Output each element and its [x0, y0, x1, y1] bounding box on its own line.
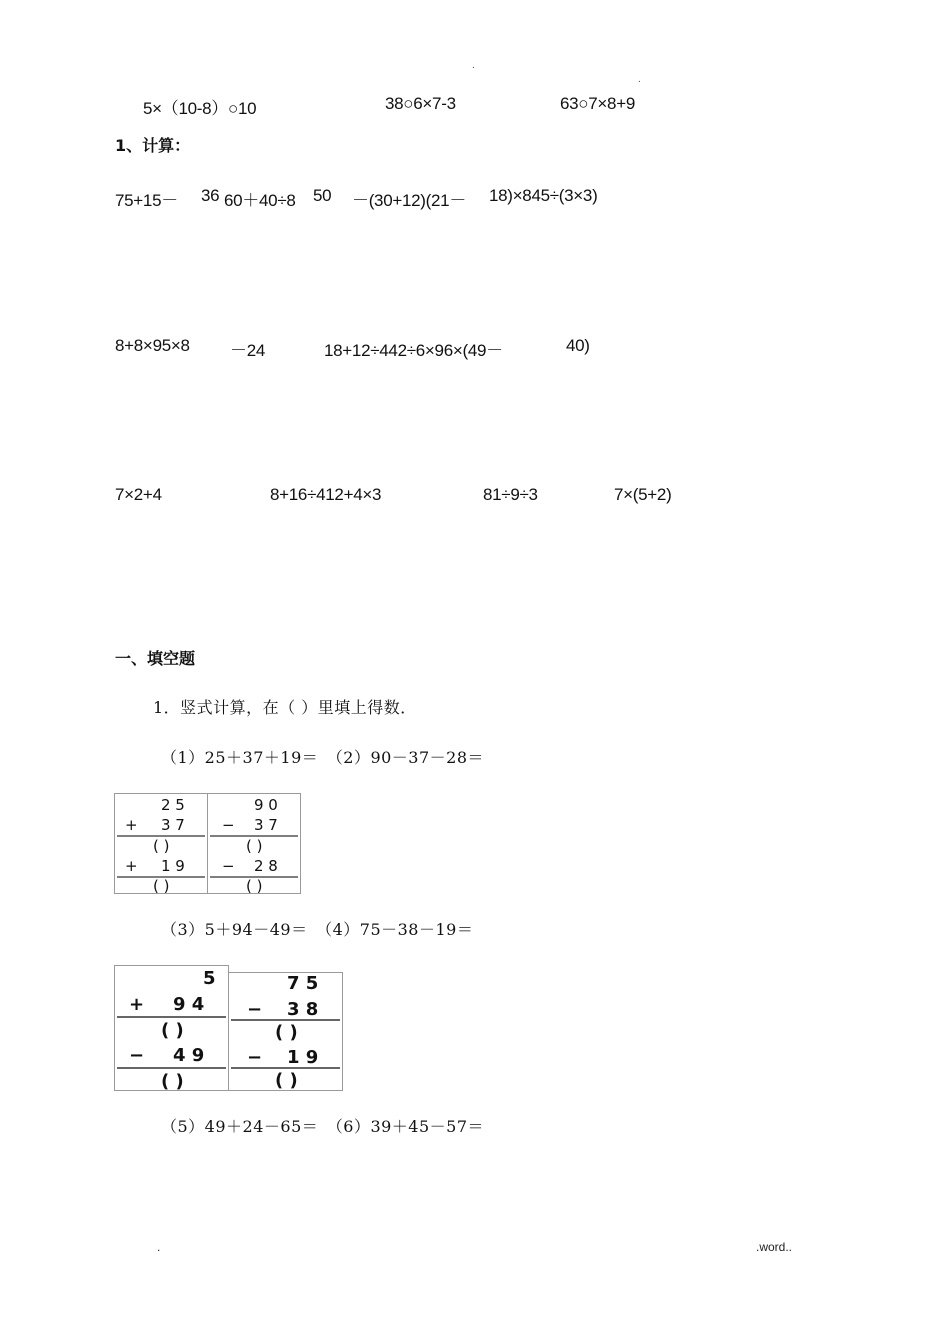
vertical-calc-1-op1: + — [125, 816, 138, 834]
fill-pair-1: （1）25＋37＋19＝ （2）90－37－28＝ — [161, 748, 485, 767]
vertical-calc-2-op2: − — [222, 857, 235, 875]
calc-row1-item-4: 50 — [313, 186, 332, 205]
calc-row3-item-1: 7×2+4 — [115, 485, 162, 504]
calc-row1-item-1: 75+15－ — [115, 191, 178, 210]
fill-section-title: 一、填空题 — [115, 649, 196, 668]
compare-item-1: 5×（10-8）○10 — [143, 99, 257, 118]
vertical-calc-3-paren1: ( ) — [161, 1020, 184, 1041]
vertical-calc-1-op2: + — [125, 857, 138, 875]
calc-row2-item-4: 40) — [566, 336, 590, 355]
vertical-calc-1-paren2: ( ) — [153, 877, 170, 893]
vertical-calc-1-n2: 1 9 — [161, 857, 185, 875]
vertical-calc-4-top: 7 5 — [287, 973, 319, 994]
fill-instruction: 1．竖式计算，在（ ）里填上得数． — [153, 698, 417, 717]
vertical-calc-4-paren2: ( ) — [275, 1070, 298, 1090]
vertical-calc-1-top: 2 5 — [161, 796, 185, 814]
vertical-calc-4 — [228, 972, 343, 1091]
footer-left: . — [157, 1240, 161, 1254]
vertical-calc-4-op1: − — [247, 999, 263, 1020]
vertical-calc-2-n1: 3 7 — [254, 816, 278, 834]
vertical-calc-3-n1: 9 4 — [173, 994, 205, 1015]
vertical-calc-4-op2: − — [247, 1047, 263, 1068]
vertical-calc-2-paren1: ( ) — [246, 837, 263, 855]
vertical-calc-2-op1: − — [222, 816, 235, 834]
calc-row2-item-1: 8+8×95×8 — [115, 336, 190, 355]
calc-row1-item-3: 60＋40÷8 — [224, 191, 296, 210]
vertical-calc-3-paren2: ( ) — [161, 1071, 184, 1090]
vertical-calc-2 — [207, 793, 301, 894]
fill-pair-3: （5）49＋24－65＝ （6）39＋45－57＝ — [161, 1117, 485, 1136]
calc-row1-item-5: －(30+12)(21－ — [352, 191, 467, 210]
vertical-calc-1-n1: 3 7 — [161, 816, 185, 834]
vertical-calc-4-paren1: ( ) — [275, 1022, 298, 1043]
vertical-calc-3-op2: − — [129, 1045, 145, 1066]
vertical-calc-3-op1: + — [129, 994, 145, 1015]
compare-item-3: 63○7×8+9 — [560, 94, 635, 113]
fill-pair-2: （3）5＋94－49＝ （4）75－38－19＝ — [161, 920, 474, 939]
vertical-calc-3 — [114, 965, 229, 1091]
calc-row1-item-6: 18)×845÷(3×3) — [489, 186, 598, 205]
header-dot-left: . — [472, 60, 475, 71]
header-dot-right: . — [638, 74, 641, 85]
compare-item-2: 38○6×7-3 — [385, 94, 456, 113]
vertical-calc-2-n2: 2 8 — [254, 857, 278, 875]
calc-row3-item-2: 8+16÷412+4×3 — [270, 485, 382, 504]
calc-row3-item-4: 7×(5+2) — [614, 485, 672, 504]
vertical-calc-2-paren2: ( ) — [246, 877, 263, 893]
calc-section-title: 1、计算： — [115, 136, 191, 155]
calc-row2-item-3: 18+12÷442÷6×96×(49－ — [324, 341, 503, 360]
vertical-calc-4-n1: 3 8 — [287, 999, 319, 1020]
footer-right: .word.. — [756, 1240, 793, 1254]
vertical-calc-1-paren1: ( ) — [153, 837, 170, 855]
vertical-calc-2-top: 9 0 — [254, 796, 278, 814]
vertical-calc-3-n2: 4 9 — [173, 1045, 205, 1066]
vertical-calc-3-top: 5 — [203, 968, 216, 989]
vertical-calc-1 — [114, 793, 208, 894]
calc-row1-item-2: 36 — [201, 186, 220, 205]
calc-row3-item-3: 81÷9÷3 — [483, 485, 538, 504]
vertical-calc-4-n2: 1 9 — [287, 1047, 319, 1068]
calc-row2-item-2: －24 — [230, 341, 266, 360]
